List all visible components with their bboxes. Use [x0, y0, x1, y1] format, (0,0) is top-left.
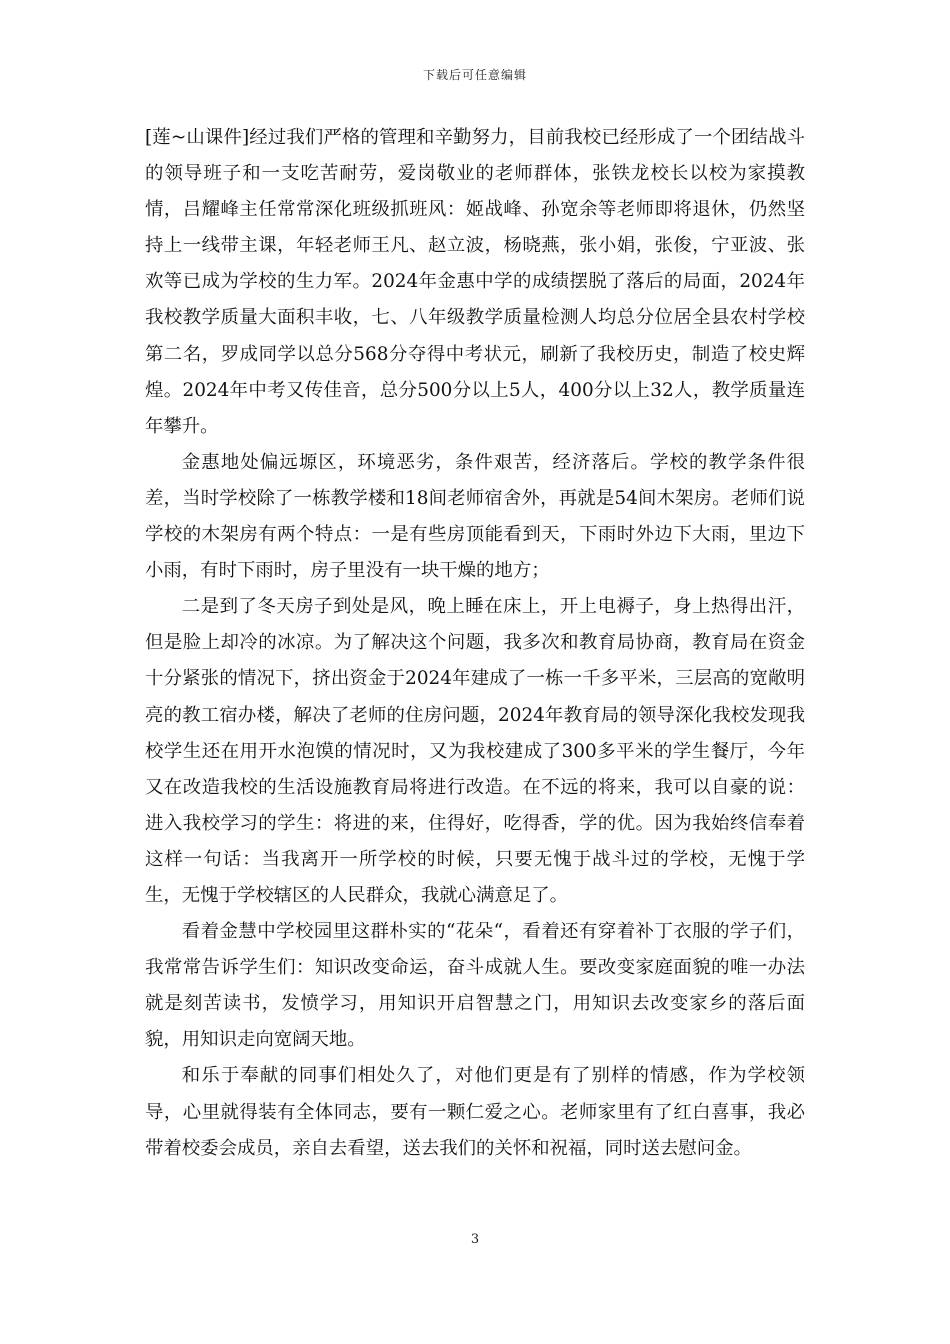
- paragraph-5: 和乐于奉献的同事们相处久了，对他们更是有了别样的情感，作为学校领导，心里就得装有全体同志，要有一颗仁爱之心。老师家里有了红白喜事，我必带着校委会成员，亲自去看望，送去我们的关怀和祝福，同时送去慰问金。: [145, 1065, 805, 1159]
- page-header: 下载后可任意编辑: [422, 68, 527, 82]
- paragraph-2: 金惠地处偏远塬区，环境恶劣，条件艰苦，经济落后。学校的教学条件很差，当时学校除了一栋教学楼和18间老师宿舍外，再就是54间木架房。老师们说学校的木架房有两个特点：一是有些房顶能看到天，下雨时外边下大雨，里边下小雨，有时下雨时，房子里没有一块干燥的地方；: [145, 451, 805, 582]
- paragraph-3: 二是到了冬天房子到处是风，晚上睡在床上，开上电褥子，身上热得出汗，但是脸上却冷的冰凉。为了解决这个问题，我多次和教育局协商，教育局在资金十分紧张的情况下，挤出资金于2024年建成了一栋一千多平米，三层高的宽敞明亮的教工宿办楼，解决了老师的住房问题，2024年教育局的领导深化我校发现我校学生还在用开水泡馍的情况时，又为我校建成了300多平米的学生餐厅，今年又在改造我校的生活设施教育局将进行改造。在不远的将来，我可以自豪的说：进入我校学习的学生：将进的来，住得好，吃得香，学的优。因为我始终信奉着这样一句话：当我离开一所学校的时候，只要无愧于战斗过的学校，无愧于学生，无愧于学校辖区的人民群众，我就心满意足了。: [145, 596, 805, 906]
- paragraph-1: [莲~山课件]经过我们严格的管理和辛勤努力，目前我校已经形成了一个团结战斗的领导班子和一支吃苦耐劳，爱岗敬业的老师群体，张铁龙校长以校为家摸教情，吕耀峰主任常常深化班级抓班风：姬战峰、孙宽余等老师即将退休，仍然坚持上一线带主课，年轻老师王凡、赵立波，杨晓燕，张小娟，张俊，宁亚波、张欢等已成为学校的生力军。2024年金惠中学的成绩摆脱了落后的局面，2024年我校教学质量大面积丰收，七、八年级教学质量检测人均总分位居全县农村学校第二名，罗成同学以总分568分夺得中考状元，刷新了我校历史，制造了校史辉煌。2024年中考又传佳音，总分500分以上5人，400分以上32人，教学质量连年攀升。: [145, 127, 805, 437]
- body-text: [145, 120, 805, 1167]
- paragraph-4: 看着金慧中学校园里这群朴实的“花朵“，看着还有穿着补丁衣服的学子们，我常常告诉学生们：知识改变命运，奋斗成就人生。要改变家庭面貌的唯一办法就是刻苦读书，发愤学习，用知识开启智慧之门，用知识去改变家乡的落后面貌，用知识走向宽阔天地。: [145, 921, 805, 1051]
- page-number: 3: [470, 1232, 480, 1247]
